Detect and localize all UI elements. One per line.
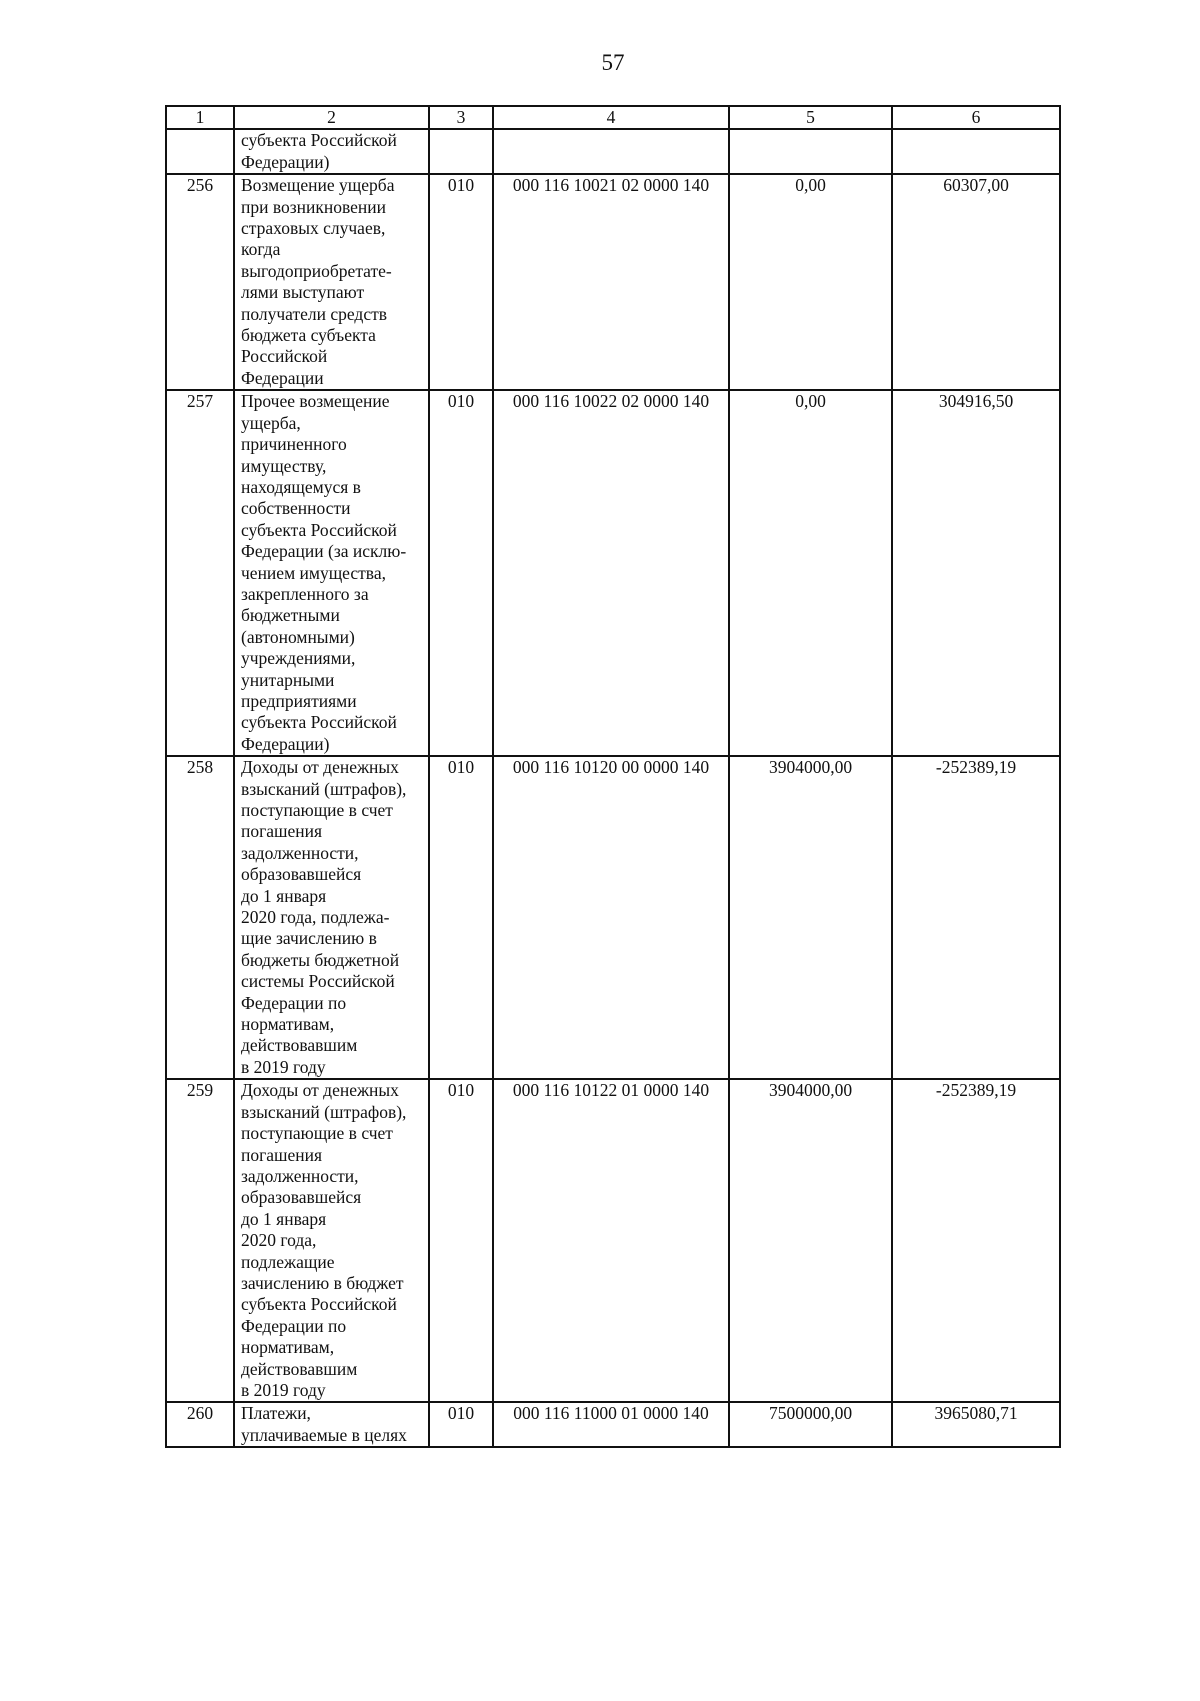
table-row bbox=[166, 1402, 1060, 1447]
row-code: 000 116 10022 02 0000 140 bbox=[493, 390, 729, 756]
row-col3: 010 bbox=[429, 756, 493, 1079]
row-col3: 010 bbox=[429, 1402, 493, 1447]
row-code: 000 116 10122 01 0000 140 bbox=[493, 1079, 729, 1402]
row-plan: 0,00 bbox=[729, 174, 892, 390]
row-code: 000 116 11000 01 0000 140 bbox=[493, 1402, 729, 1447]
row-col3: 010 bbox=[429, 1079, 493, 1402]
row-name: субъекта Российской Федерации) bbox=[234, 129, 429, 174]
row-fact bbox=[892, 129, 1060, 174]
row-plan bbox=[729, 129, 892, 174]
row-name: Доходы от денежных взысканий (штрафов), поступающие в счет погашения задолженности, образовавшейся до 1 января 2020 года, подлежащие зачислению в бюджет субъекта Российской Федерации по нормативам, действовавшим в 2019 году bbox=[234, 1079, 429, 1402]
header-cell: 5 bbox=[729, 106, 892, 129]
row-name: Прочее возмещение ущерба, причиненного имуществу, находящемуся в собственности субъекта Российской Федерации (за исклю- чением имущества, закрепленного за бюджетными (автономными) учреждениями, унитарными предприятиями субъекта Российской Федерации) bbox=[234, 390, 429, 756]
row-col3: 010 bbox=[429, 390, 493, 756]
row-code: 000 116 10021 02 0000 140 bbox=[493, 174, 729, 390]
row-fact: 60307,00 bbox=[892, 174, 1060, 390]
row-col3: 010 bbox=[429, 174, 493, 390]
table-row bbox=[166, 756, 1060, 1079]
table-header-row bbox=[166, 106, 1060, 129]
row-number: 259 bbox=[166, 1079, 234, 1402]
row-fact: -252389,19 bbox=[892, 756, 1060, 1079]
row-number: 257 bbox=[166, 390, 234, 756]
table-row bbox=[166, 1079, 1060, 1402]
row-name: Платежи, уплачиваемые в целях bbox=[234, 1402, 429, 1447]
row-name: Доходы от денежных взысканий (штрафов), поступающие в счет погашения задолженности, образовавшейся до 1 января 2020 года, подлежа- щие зачислению в бюджеты бюджетной системы Российской Федерации по нормативам, действовавшим в 2019 году bbox=[234, 756, 429, 1079]
row-plan: 0,00 bbox=[729, 390, 892, 756]
row-name: Возмещение ущерба при возникновении страховых случаев, когда выгодоприобретате- лями выступают получатели средств бюджета субъекта Российской Федерации bbox=[234, 174, 429, 390]
row-col3 bbox=[429, 129, 493, 174]
page-number: 57 bbox=[601, 50, 625, 75]
row-code: 000 116 10120 00 0000 140 bbox=[493, 756, 729, 1079]
row-fact: -252389,19 bbox=[892, 1079, 1060, 1402]
row-number: 260 bbox=[166, 1402, 234, 1447]
row-plan: 3904000,00 bbox=[729, 1079, 892, 1402]
revenue-table bbox=[165, 105, 1061, 1448]
table-row bbox=[166, 174, 1060, 390]
row-number bbox=[166, 129, 234, 174]
header-cell: 1 bbox=[166, 106, 234, 129]
table-row bbox=[166, 129, 1060, 174]
row-fact: 3965080,71 bbox=[892, 1402, 1060, 1447]
header-cell: 6 bbox=[892, 106, 1060, 129]
row-number: 256 bbox=[166, 174, 234, 390]
header-cell: 2 bbox=[234, 106, 429, 129]
header-cell: 3 bbox=[429, 106, 493, 129]
header-cell: 4 bbox=[493, 106, 729, 129]
row-fact: 304916,50 bbox=[892, 390, 1060, 756]
row-plan: 3904000,00 bbox=[729, 756, 892, 1079]
table-row bbox=[166, 390, 1060, 756]
row-code bbox=[493, 129, 729, 174]
row-plan: 7500000,00 bbox=[729, 1402, 892, 1447]
row-number: 258 bbox=[166, 756, 234, 1079]
